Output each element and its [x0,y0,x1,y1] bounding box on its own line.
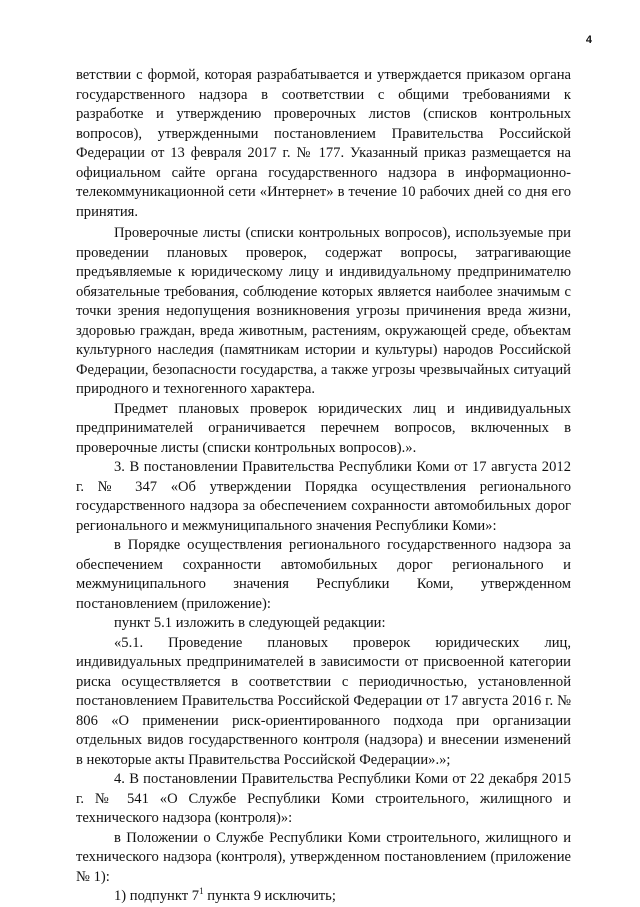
paragraph: в Порядке осуществления регионального государственного надзора за обеспечением сохранности автомобильных дорог регионального и межмуниципального значения Республики Коми, утвержденном постановлением (приложение): [76,537,571,612]
paragraph: 3. В постановлении Правительства Республики Коми от 17 августа 2012 г. № 347 «Об утверждении Порядка осуществления регионального государственного надзора за обеспечением сохранности автомобильных дорог регионального и межмуниципального значения Республики Коми»: [76,459,571,534]
list-item-text: 1) подпункт 7 [114,888,200,904]
paragraph: «5.1. Проведение плановых проверок юридических лиц, индивидуальных предпринимателей в зависимости от присвоенной категории риска осуществляется в соответствии с периодичностью, установленной постановлением Правительства Российской Федерации от 17 августа 2016 г. № 806 «О применении риск-ориентированного подхода при организации отдельных видов государственного контроля (надзора) и внесении изменений в некоторые акты Правительства Российской Федерации».»; [76,634,571,768]
page-number: 4 [585,34,592,46]
paragraph: ветствии с формой, которая разрабатывается и утверждается приказом органа государственного надзора в соответствии с общими требованиями к разработке и утверждению проверочных листов (списков контрольных вопросов), утвержденными постановлением Правительства Российской Федерации от 13 февраля 2017 г. № 177. Указанный приказ размещается на официальном сайте органа государственного надзора в информационно-телекоммуникационной сети «Интернет» в течение 10 рабочих дней со дня его принятия. [76,67,571,220]
paragraph: пункт 5.1 изложить в следующей редакции: [114,615,386,631]
paragraph: 4. В постановлении Правительства Республики Коми от 22 декабря 2015 г. № 541 «О Службе Республики Коми строительного, жилищного и технического надзора (контроля)»: [76,771,571,826]
list-item-text: пункта 9 исключить; [203,888,336,904]
paragraph: в Положении о Службе Республики Коми строительного, жилищного и технического надзора (контроля), утвержденном постановлением (приложение № 1): [76,829,571,885]
document-body [76,66,571,907]
paragraph: Проверочные листы (списки контрольных вопросов), используемые при проведении плановых проверок, содержат вопросы, затрагивающие предъявляемые к юридическому лицу и индивидуальному предпринимателю обязательные требования, соблюдение которых является наиболее значимым с точки зрения недопущения возникновения угрозы причинения вреда жизни, здоровью граждан, вреда животным, растениям, окружающей среде, объектам культурного наследия (памятникам истории и культуры) народов Российской Федерации, безопасности государства, а также угрозы чрезвычайных ситуаций природного и техногенного характера. [76,225,571,397]
paragraph: Предмет плановых проверок юридических лиц и индивидуальных предпринимателей ограничивается перечнем вопросов, включенных в проверочные листы (списки контрольных вопросов).». [76,400,571,456]
list-item [76,887,571,907]
superscript: 1 [199,886,204,897]
